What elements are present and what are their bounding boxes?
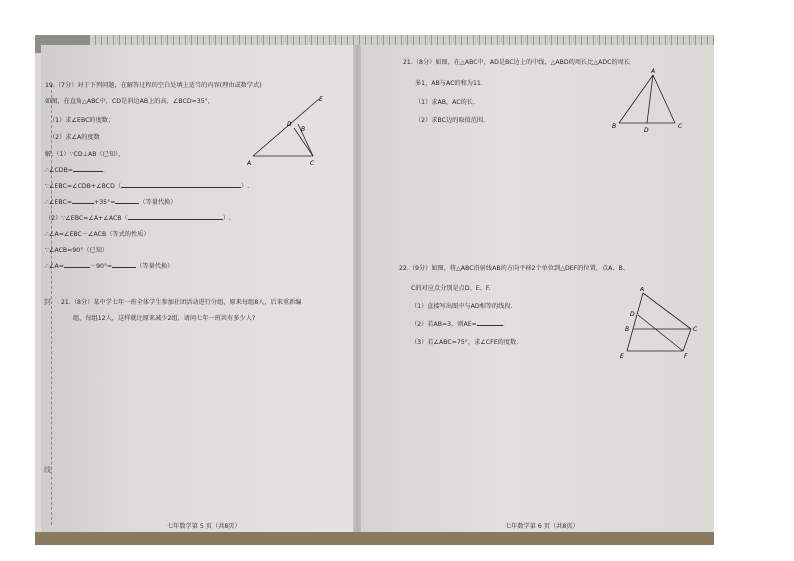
figure-label: C <box>678 123 683 130</box>
q19-part1: （1）求∠EBC的度数； <box>49 117 115 124</box>
q21-right-part1: （1）求AB，AC的长. <box>415 99 475 106</box>
exam-page-5 <box>41 45 358 533</box>
q21-triangle-figure <box>611 67 701 133</box>
figure-label: A <box>247 160 252 167</box>
answer-blank[interactable] <box>72 203 94 204</box>
q19-solution-line <box>45 199 177 207</box>
q19-solution-text: （2）∵∠EBC=∠A+∠ACB（ <box>45 215 128 222</box>
figure-label: A <box>640 287 645 293</box>
q21-line: 组，每组12人，这样就比原来减少2组，请问七年一班共有多少人? <box>73 315 256 322</box>
q22-part1: （1）直接写出图中与AD相等的线段. <box>411 303 513 310</box>
page-footer: 七年数学第 6 页（共8页） <box>505 523 579 530</box>
q19-solution-text: ∴∠CDB= <box>45 167 73 174</box>
q21-right-line: 21.（8分）如图，在△ABC中，AD是BC边上的中线，△ABD的周长比△ADC的周长 <box>403 59 631 66</box>
q22-part2-line: （2）若AB=3，则AE= . <box>411 321 505 328</box>
figure-label: F <box>684 353 688 360</box>
exam-photo <box>35 35 714 545</box>
q19-solution-text: ∴∠A= <box>45 263 64 270</box>
q19-part2: （2）求∠A的度数 <box>49 134 100 141</box>
q19-solution-head: 解:（1）∵CD⊥AB（已知）， <box>45 151 125 158</box>
q19-solution-text: ∵∠EBC=∠CDB+∠BCD（ <box>45 183 122 190</box>
answer-blank[interactable] <box>115 203 139 204</box>
figure-label: B <box>301 126 306 133</box>
q19-solution-line: ∴∠CDB= . <box>45 167 105 174</box>
q19-solution-text: +35°= <box>94 199 116 206</box>
figure-label: D <box>287 121 292 128</box>
page-footer: 七年数学第 5 页（共8页） <box>167 523 241 530</box>
q19-solution-line: ∴∠A=∠EBC－∠ACB（等式的性质） <box>45 231 150 238</box>
answer-blank[interactable] <box>128 219 223 220</box>
figure-label: D <box>630 311 635 318</box>
answer-blank[interactable] <box>73 171 103 172</box>
q19-solution-line: （2）∵∠EBC=∠A+∠ACB（ ）. <box>45 215 231 222</box>
figure-label: B <box>612 123 617 130</box>
q19-solution-text: （等量代换） <box>139 199 177 206</box>
figure-label: E <box>319 96 323 103</box>
q22-line: 22.（9分）如图，将△ABC沿射线AB的方向平移2个单位到△DEF的位置，点A、B、 <box>399 265 629 272</box>
answer-blank[interactable] <box>477 325 503 326</box>
figure-label: E <box>620 353 624 360</box>
q19-triangle-figure <box>241 93 331 168</box>
q19-solution-line: ∵∠ACB=90°（已知） <box>45 247 109 254</box>
q21-right-line: 多1，AB与AC的和为11. <box>415 80 483 87</box>
q19-solution-line <box>45 263 173 271</box>
q19-solution-line: ∵∠EBC=∠CDB+∠BCD（ ）. <box>45 183 250 190</box>
q19-solution-text: （等量代换） <box>136 263 174 270</box>
figure-label: B <box>625 326 630 333</box>
q19-solution-text: ∴∠EBC= <box>45 199 73 206</box>
q19-solution-text: －90°= <box>89 263 113 270</box>
figure-label: D <box>644 127 649 133</box>
q21-line: 21.（8分）某中学七年一班全体学生参加社团活动进行分组，原来每组8人，后来重新编 <box>61 299 302 306</box>
answer-blank[interactable] <box>64 267 90 268</box>
q21-right-part2: （2）求BC边的取值范围. <box>415 117 486 124</box>
margin-mark: 线 <box>44 466 51 474</box>
figure-label: C <box>310 160 315 167</box>
q22-line: C的对应点分别是点D、E、F. <box>411 285 491 292</box>
answer-blank[interactable] <box>121 187 241 188</box>
q19-intro: 如图，在直角△ABC中，CD是斜边AB上的高，∠BCD=35°， <box>45 98 214 105</box>
q19-title: 19.（7分）对于下列问题，在解答过程的空白处填上适当的内容(理由或数学式) <box>45 82 262 89</box>
margin-mark: 封 <box>44 298 51 306</box>
figure-label: A <box>651 68 656 75</box>
q22-part3: （3）若∠ABC=75°，求∠CFE的度数. <box>411 339 519 346</box>
q22-translation-figure <box>619 287 703 367</box>
answer-blank[interactable] <box>112 267 136 268</box>
figure-label: C <box>693 326 698 333</box>
q22-part2: （2）若AB=3，则AE= <box>411 321 477 328</box>
table-surface <box>35 532 714 545</box>
exam-page-6 <box>361 45 714 533</box>
